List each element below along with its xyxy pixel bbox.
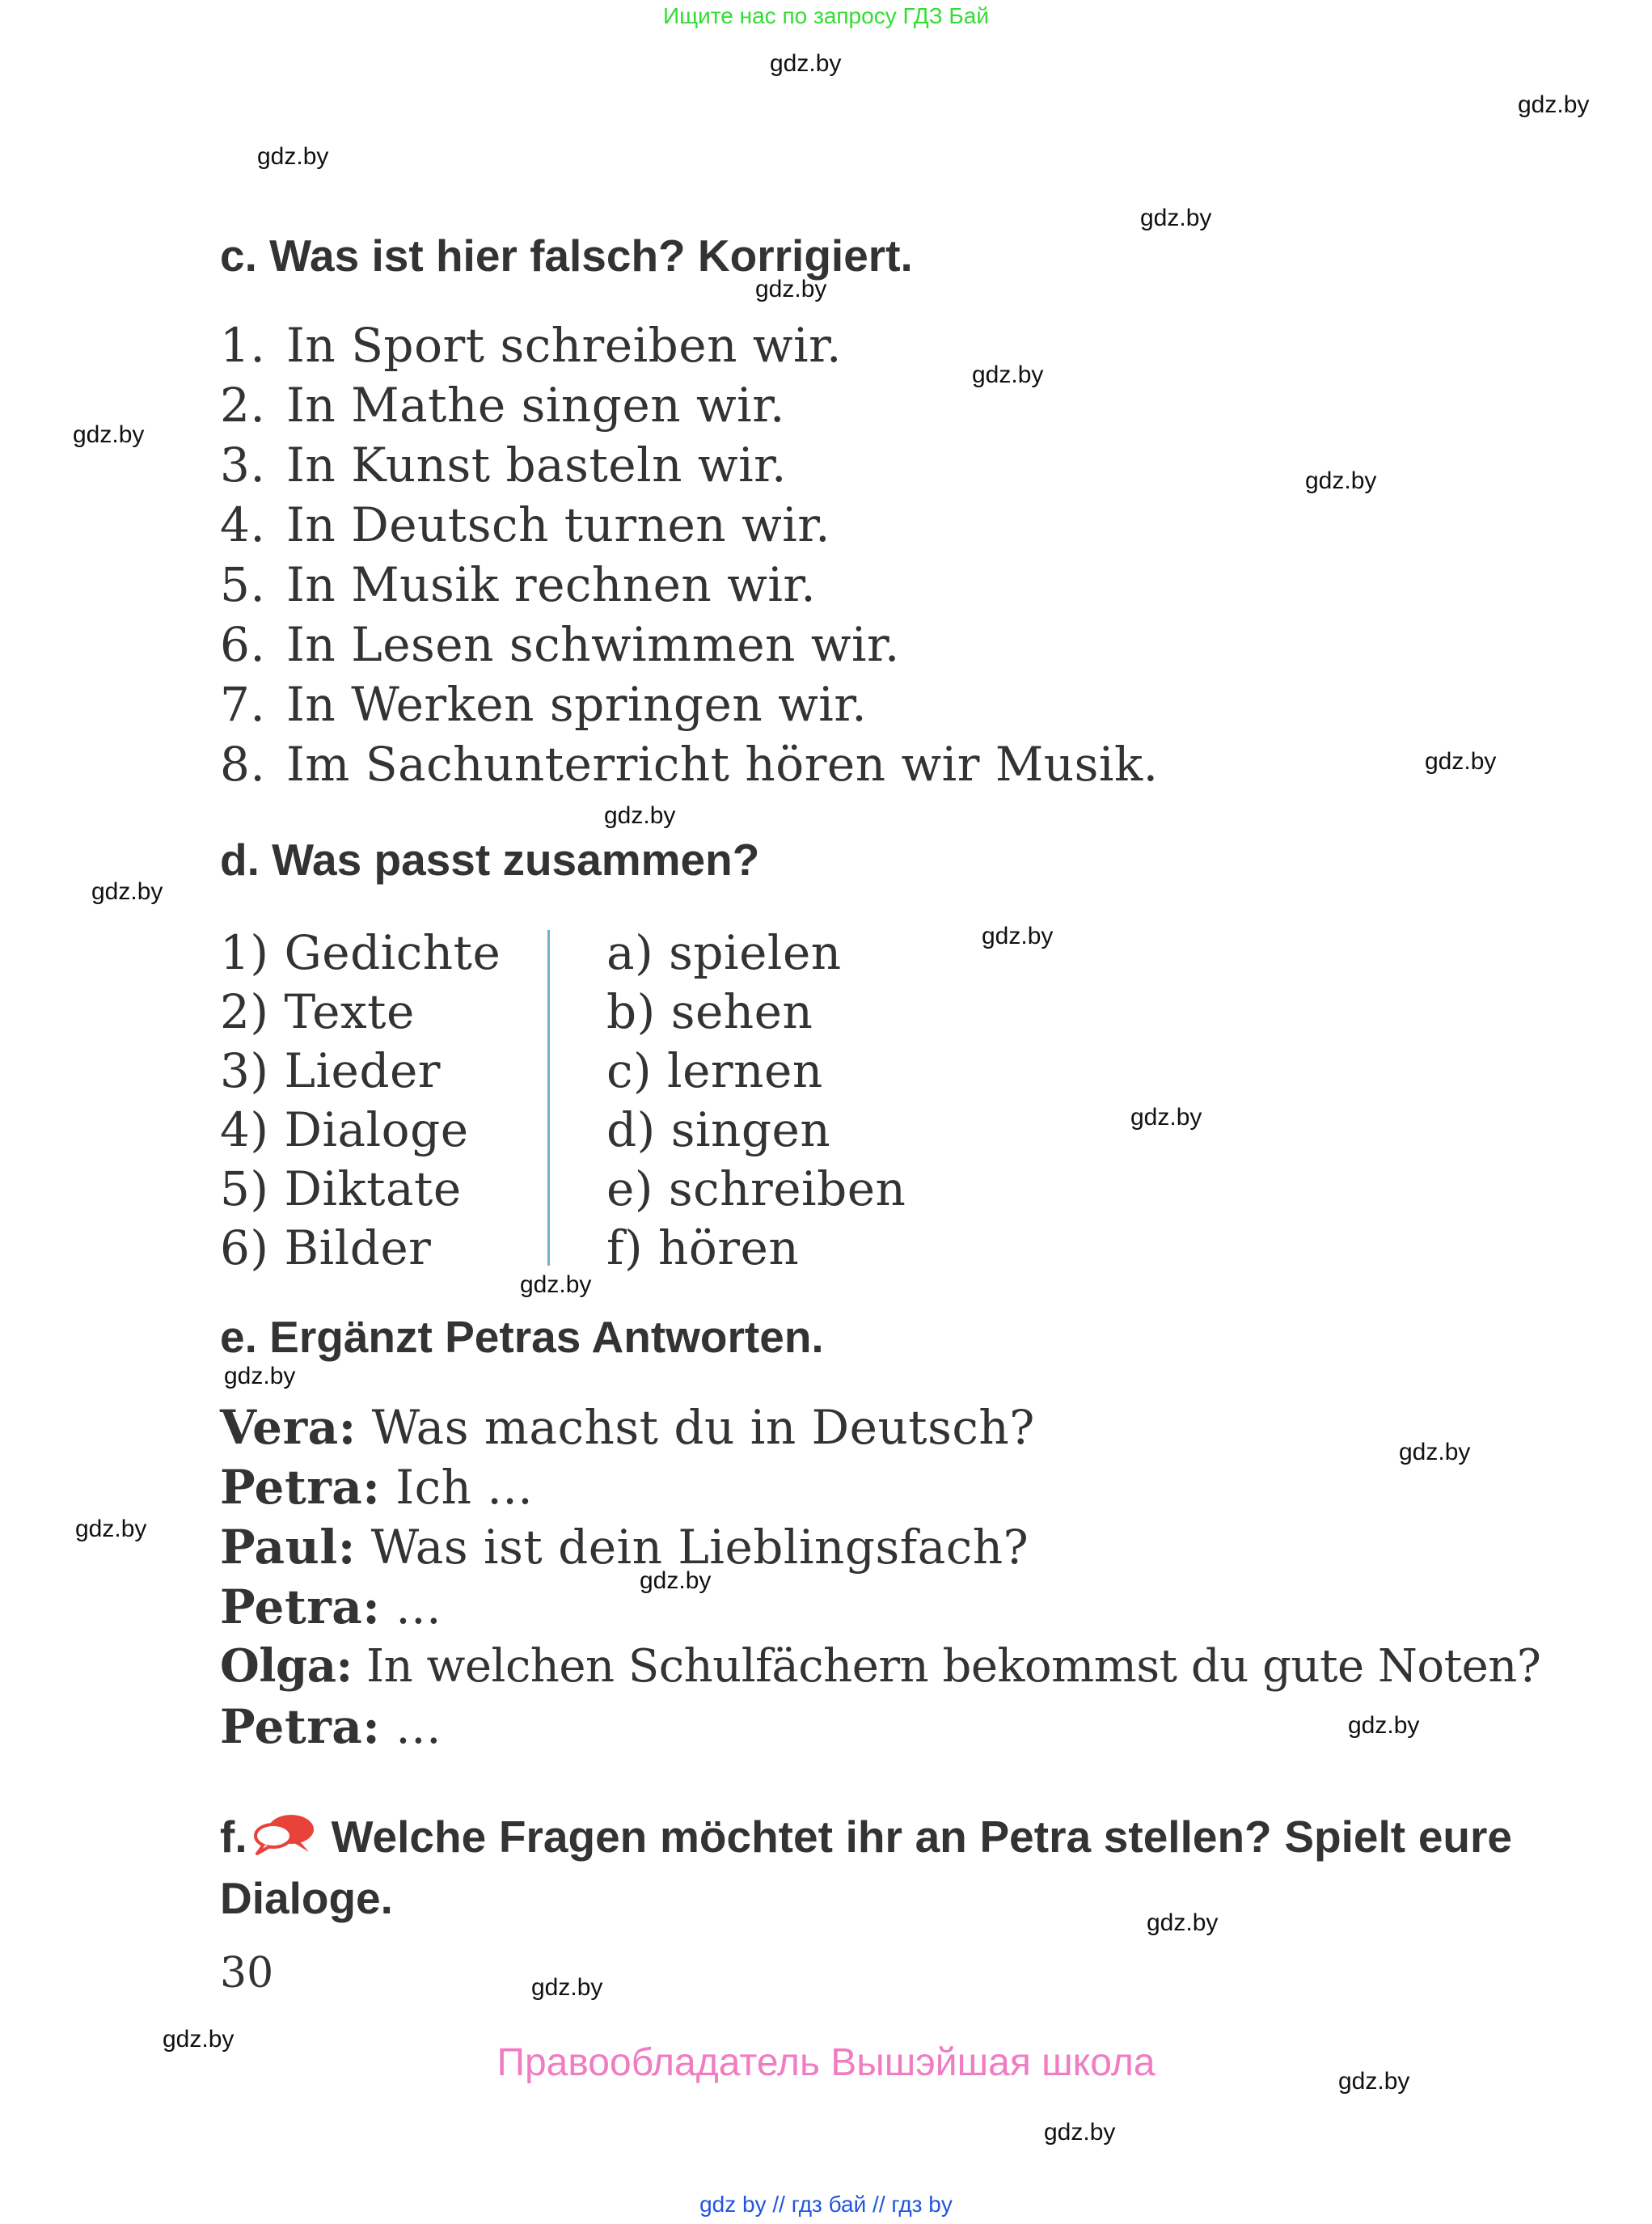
- match-right-item: d) singen: [606, 1102, 831, 1157]
- watermark: gdz.by: [640, 1567, 712, 1594]
- speech-bubbles-icon: [252, 1812, 317, 1870]
- utterance: Was ist dein Lieblingsfach?: [355, 1520, 1029, 1575]
- watermark: gdz.by: [91, 878, 163, 905]
- watermark: gdz.by: [520, 1271, 592, 1298]
- speaker: Petra:: [220, 1699, 381, 1754]
- watermark: gdz.by: [604, 802, 676, 829]
- watermark: gdz.by: [531, 1974, 603, 2001]
- speaker: Olga:: [220, 1639, 353, 1693]
- list-item: [220, 497, 830, 552]
- item-number: 5.: [220, 557, 266, 612]
- speaker: Paul:: [220, 1520, 356, 1575]
- item-text: In Sport schreiben wir.: [286, 318, 842, 373]
- match-right-item: b) sehen: [606, 984, 813, 1039]
- dialogue-line: [220, 1520, 1029, 1575]
- watermark: gdz.by: [257, 143, 329, 170]
- item-number: 2.: [220, 378, 266, 433]
- watermark: gdz.by: [224, 1363, 296, 1389]
- watermark: gdz.by: [1518, 91, 1590, 118]
- list-item: [220, 438, 787, 493]
- item-text: Im Sachunterricht hören wir Musik.: [286, 737, 1159, 792]
- item-text: In Deutsch turnen wir.: [286, 497, 831, 552]
- item-text: In Musik rechnen wir.: [286, 557, 817, 612]
- dialogue-line: [220, 1460, 533, 1515]
- watermark: gdz.by: [755, 276, 827, 302]
- column-divider: [547, 930, 550, 1266]
- match-right-item: a) spielen: [606, 925, 842, 980]
- watermark: gdz.by: [770, 50, 842, 77]
- item-number: 1.: [220, 318, 266, 373]
- section-e-heading: e. Ergänzt Petras Antworten.: [220, 1312, 824, 1362]
- utterance: Ich ...: [380, 1460, 534, 1515]
- item-text: In Werken springen wir.: [286, 677, 868, 732]
- item-number: 7.: [220, 677, 266, 732]
- match-left-item: 5) Diktate: [220, 1161, 462, 1216]
- item-number: 6.: [220, 617, 266, 672]
- list-item: [220, 617, 900, 672]
- list-item: [220, 737, 1159, 792]
- watermark: gdz.by: [972, 362, 1044, 388]
- watermark: gdz.by: [1338, 2068, 1410, 2095]
- match-left-item: 1) Gedichte: [220, 925, 501, 980]
- speaker: Petra:: [220, 1579, 381, 1634]
- match-left-item: 2) Texte: [220, 984, 415, 1039]
- utterance: Was machst du in Deutsch?: [356, 1400, 1035, 1455]
- dialogue-line: [220, 1639, 1540, 1693]
- top-banner: Ищите нас по запросу ГДЗ Бай: [662, 3, 990, 28]
- section-c-heading: c. Was ist hier falsch? Korrigiert.: [220, 230, 913, 281]
- watermark: gdz.by: [75, 1516, 147, 1542]
- watermark: gdz.by: [1348, 1712, 1420, 1739]
- list-item: [220, 378, 785, 433]
- section-f-text: Welche Fragen möchtet ihr an Petra stellen? Spielt eure Dialoge.: [220, 1812, 1512, 1923]
- dialogue-line: [220, 1579, 442, 1634]
- list-item: [220, 557, 816, 612]
- footer-links: [0, 2192, 1652, 2218]
- watermark: gdz.by: [163, 2026, 234, 2053]
- speaker: Petra:: [220, 1460, 381, 1515]
- item-number: 8.: [220, 737, 266, 792]
- list-item: [220, 318, 842, 373]
- page-number: 30: [220, 1949, 274, 1998]
- utterance: ...: [380, 1579, 442, 1634]
- watermark: gdz.by: [1147, 1909, 1219, 1936]
- watermark: gdz.by: [982, 923, 1054, 949]
- dialogue-line: [220, 1400, 1035, 1455]
- match-left-item: 3) Lieder: [220, 1043, 442, 1098]
- match-left-item: 4) Dialoge: [220, 1102, 469, 1157]
- footer-link[interactable]: гдз by: [891, 2192, 953, 2217]
- match-left-item: 6) Bilder: [220, 1220, 432, 1275]
- item-text: In Kunst basteln wir.: [286, 438, 787, 493]
- rights-holder: Правообладатель Вышэйшая школа: [496, 2041, 1156, 2084]
- item-text: In Mathe singen wir.: [286, 378, 785, 433]
- section-f-label: f.: [220, 1812, 247, 1862]
- item-number: 4.: [220, 497, 266, 552]
- utterance: In welchen Schulfächern bekommst du gute Noten?: [352, 1640, 1541, 1693]
- match-right-item: e) schreiben: [606, 1161, 906, 1216]
- utterance: ...: [380, 1699, 442, 1754]
- footer-separator: //: [772, 2192, 785, 2217]
- list-item: [220, 677, 867, 732]
- match-right-item: c) lernen: [606, 1043, 823, 1098]
- section-d-heading: d. Was passt zusammen?: [220, 835, 760, 885]
- watermark: gdz.by: [1130, 1104, 1202, 1131]
- watermark: gdz.by: [73, 421, 145, 448]
- dialogue-line: [220, 1699, 442, 1754]
- footer-separator: //: [872, 2192, 885, 2217]
- match-right-item: f) hören: [606, 1220, 800, 1275]
- item-text: In Lesen schwimmen wir.: [286, 617, 900, 672]
- watermark: gdz.by: [1044, 2119, 1116, 2146]
- watermark: gdz.by: [1140, 205, 1212, 231]
- watermark: gdz.by: [1305, 467, 1377, 494]
- watermark: gdz.by: [1425, 748, 1497, 775]
- watermark: gdz.by: [1399, 1439, 1471, 1465]
- footer-link[interactable]: гдз бай: [791, 2192, 867, 2217]
- item-number: 3.: [220, 438, 266, 493]
- footer-link[interactable]: gdz by: [699, 2192, 767, 2217]
- section-f-task: [220, 1808, 1512, 1926]
- speaker: Vera:: [220, 1400, 357, 1455]
